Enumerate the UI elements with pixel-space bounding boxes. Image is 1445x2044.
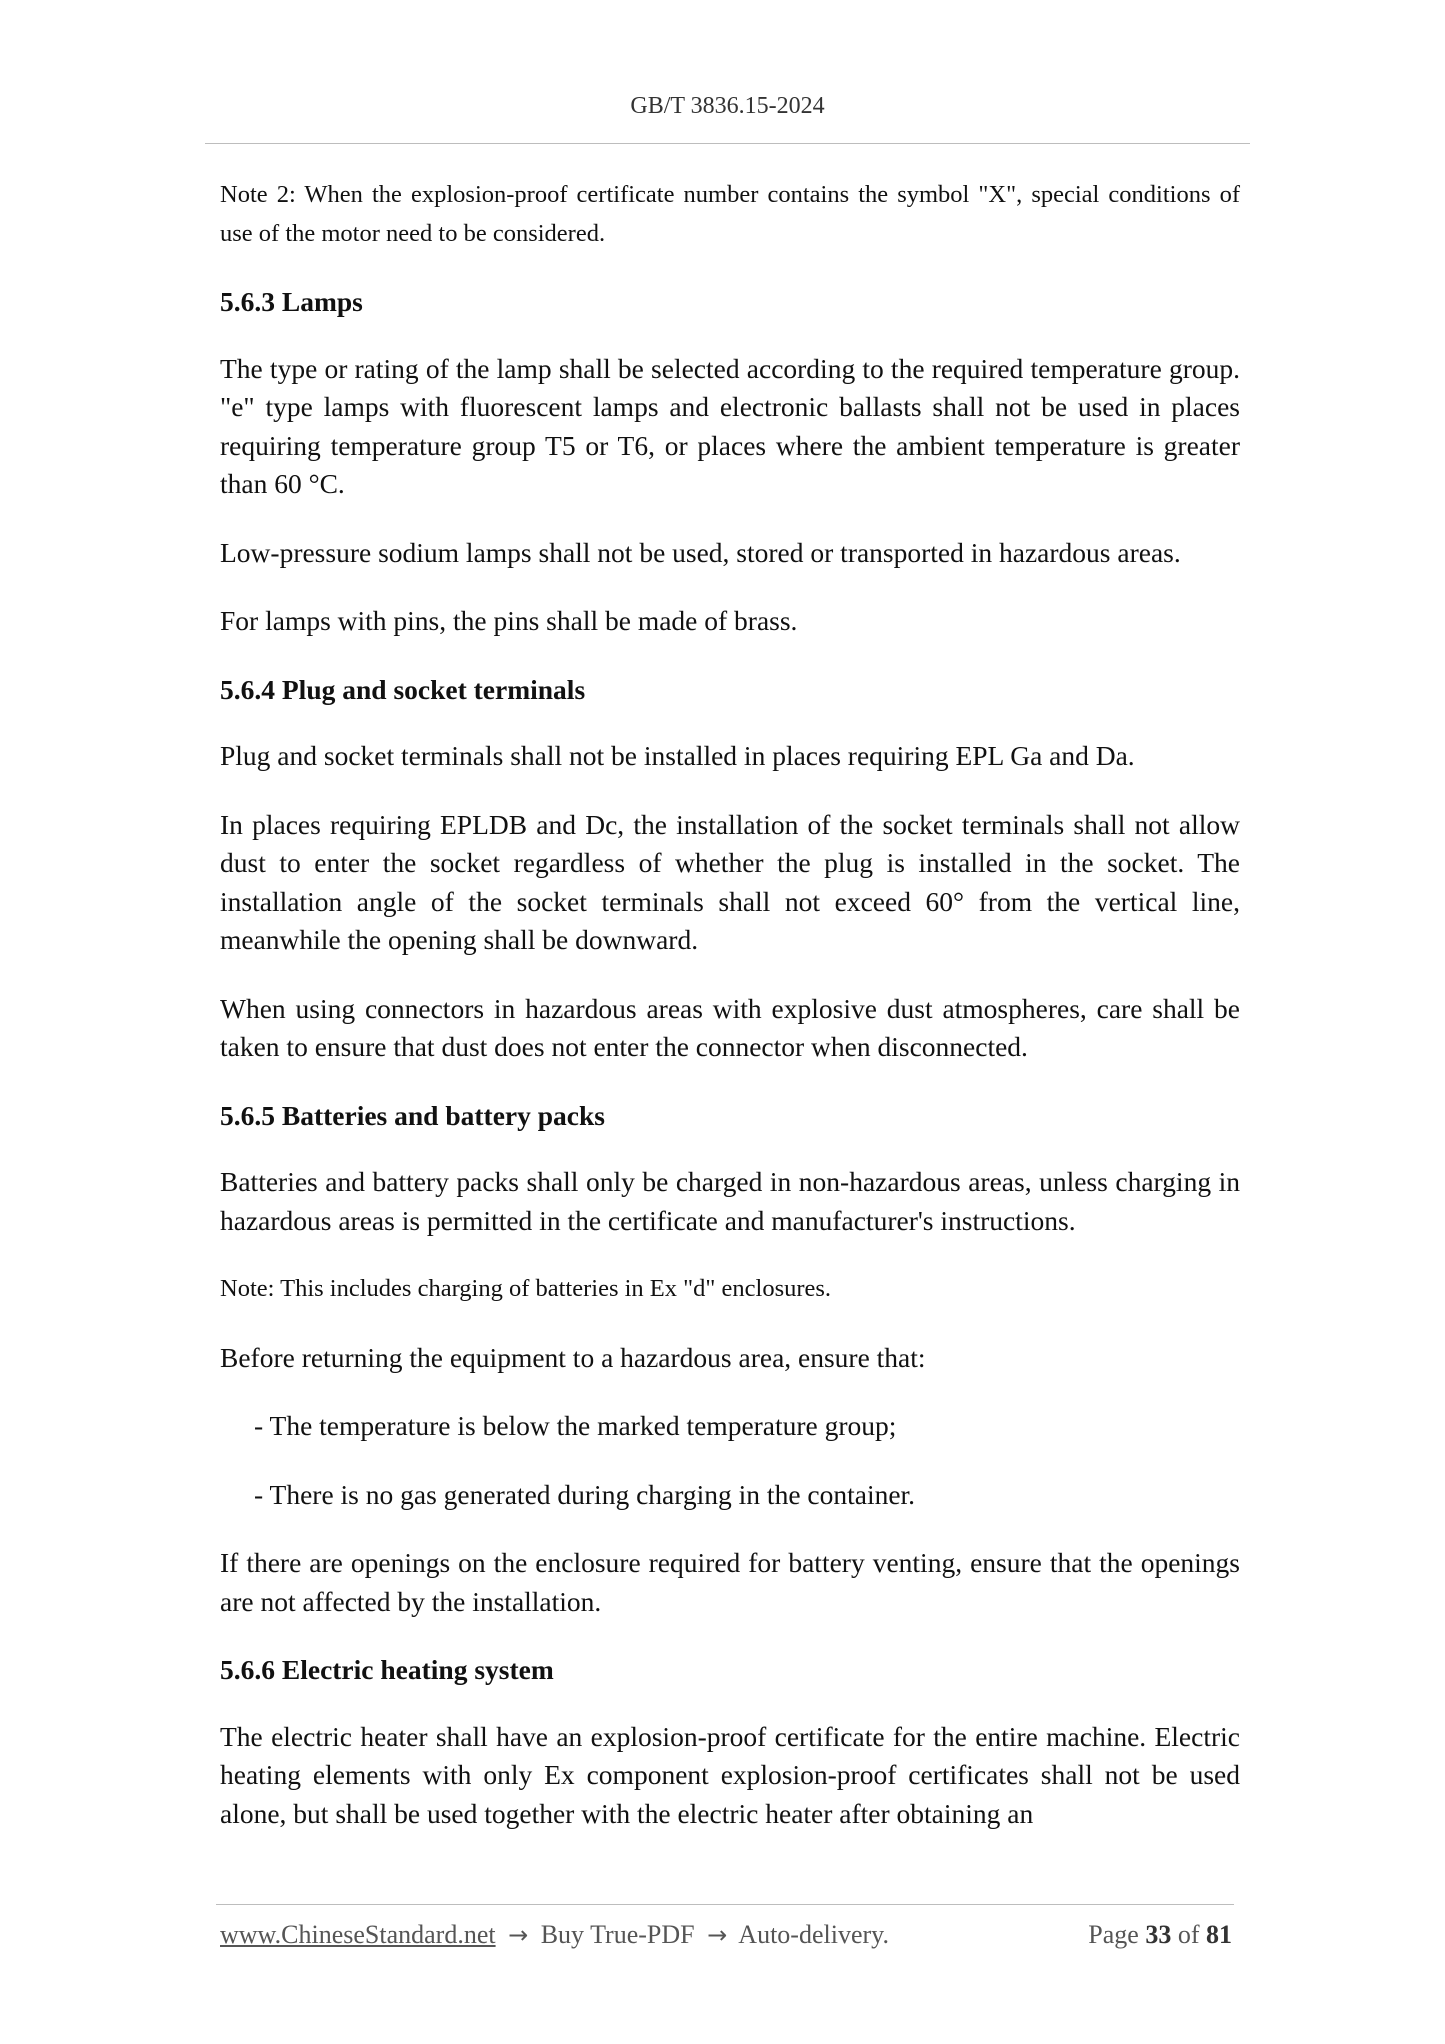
page-header: GB/T 3836.15-2024	[630, 93, 825, 119]
document-body	[220, 176, 1240, 1863]
note-2: Note 2: When the explosion-proof certificate number contains the symbol "X", special conditions of use of the motor need to be considered.	[220, 181, 1240, 247]
section-5-6-5-heading: 5.6.5 Batteries and battery packs	[220, 1099, 605, 1131]
section-5-6-6-heading: 5.6.6 Electric heating system	[220, 1654, 554, 1685]
section-5-6-3-heading: 5.6.3 Lamps	[220, 286, 363, 317]
section-5-6-4-paragraph-3: When using connectors in hazardous areas with explosive dust atmospheres, care shall be taken to ensure that dust does not enter the connector when disconnected.	[220, 992, 1240, 1062]
section-5-6-3-paragraph-1: The type or rating of the lamp shall be selected according to the required temperature group. "e" type lamps with fluorescent lamps and electronic ballasts shall not be used in places requiring temperature group T5 or T6, or places where the ambient temperature is greater than 60 °C.	[220, 352, 1240, 499]
header-divider	[205, 143, 1250, 144]
section-5-6-4-heading: 5.6.4 Plug and socket terminals	[220, 673, 586, 705]
section-5-6-4-paragraph-2: In places requiring EPLDB and Dc, the installation of the socket terminals shall not allow dust to enter the socket regardless of whether the plug is installed in the socket. The installation angle of the socket terminals shall not exceed 60° from the vertical line, meanwhile the opening shall be downward.	[220, 808, 1240, 955]
section-5-6-3-paragraph-3: For lamps with pins, the pins shall be made of brass.	[220, 605, 798, 636]
page-number	[1088, 1920, 1232, 1950]
section-5-6-5-paragraph-3: If there are openings on the enclosure required for battery venting, ensure that the openings are not affected by the installation.	[220, 1547, 1240, 1617]
section-5-6-3-paragraph-2: Low-pressure sodium lamps shall not be used, stored or transported in hazardous areas.	[220, 536, 1181, 568]
section-5-6-6-paragraph-1: The electric heater shall have an explosion-proof certificate for the entire machine. Electric heating elements with only Ex component explosion-proof certificates shall not be used alone, but shall be used together with the electric heater after obtaining an	[220, 1720, 1240, 1829]
list-item: - The temperature is below the marked temperature group;	[254, 1410, 897, 1441]
footer-promo	[220, 1920, 889, 1950]
page-total: 81	[1206, 1920, 1232, 1949]
auto-delivery-text: Auto-delivery.	[738, 1920, 889, 1949]
list-item: - There is no gas generated during charging in the container.	[254, 1478, 916, 1510]
page-current: 33	[1145, 1920, 1172, 1949]
section-5-6-5-note: Note: This includes charging of batteries in Ex "d" enclosures.	[220, 1275, 832, 1302]
page-label: Page	[1088, 1920, 1139, 1949]
arrow-right-icon: →	[707, 1921, 728, 1949]
site-link[interactable]: www.ChineseStandard.net	[220, 1920, 496, 1949]
page-footer	[220, 1920, 1232, 1950]
section-5-6-4-paragraph-1: Plug and socket terminals shall not be installed in places requiring EPL Ga and Da.	[220, 740, 1135, 771]
section-5-6-5-paragraph-2: Before returning the equipment to a hazardous area, ensure that:	[220, 1341, 926, 1373]
section-5-6-5-paragraph-1: Batteries and battery packs shall only be charged in non-hazardous areas, unless charging in hazardous areas is permitted in the certificate and manufacturer's instructions.	[220, 1166, 1240, 1236]
buy-true-pdf-text: Buy True-PDF	[540, 1920, 695, 1949]
page-of-label: of	[1177, 1920, 1200, 1949]
footer-divider	[216, 1904, 1234, 1905]
arrow-right-icon: →	[508, 1921, 529, 1949]
